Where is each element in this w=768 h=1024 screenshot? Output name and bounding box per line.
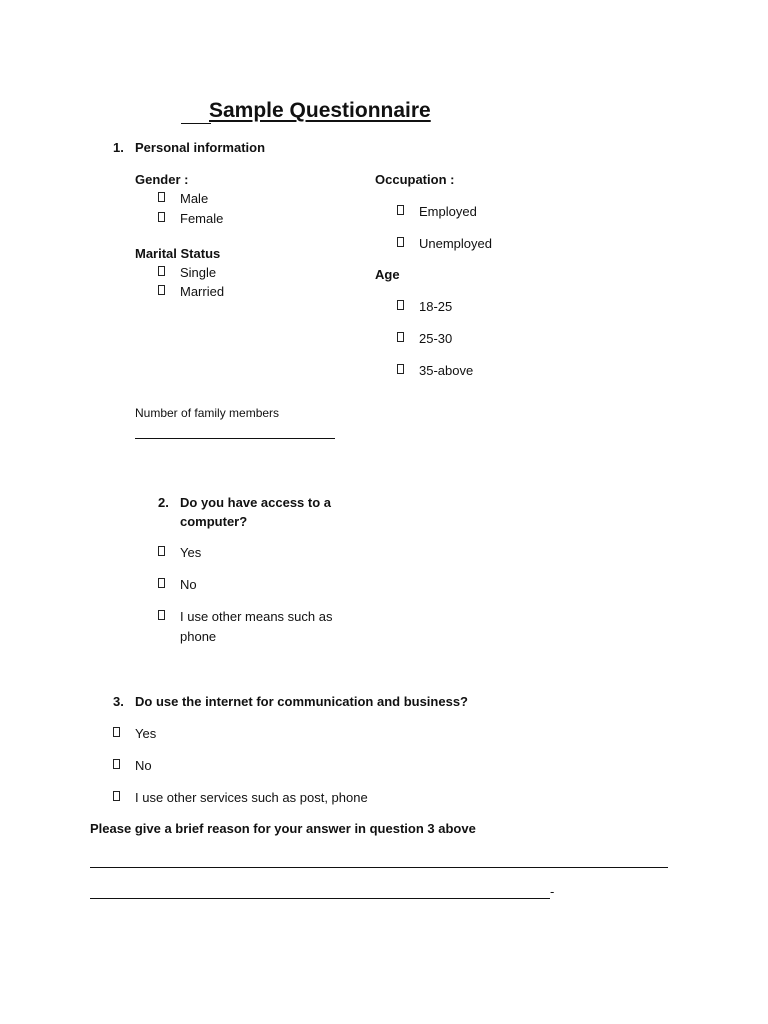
marital-single-label: Single <box>180 265 217 280</box>
reason-line-trailing-mark: - <box>550 884 555 899</box>
gender-label: Gender : <box>135 172 189 187</box>
age-35-above-label: 35-above <box>419 363 474 378</box>
q2-other-label-continued: phone <box>180 629 217 644</box>
occupation-unemployed-label: Unemployed <box>419 236 492 251</box>
q2-number: 2. <box>158 495 169 510</box>
q2-question-line2: computer? <box>180 514 248 529</box>
q2-no-checkbox[interactable] <box>158 578 165 588</box>
occupation-employed-label: Employed <box>419 204 477 219</box>
age-18-25-label: 18-25 <box>419 299 453 314</box>
q3-yes-label: Yes <box>135 726 157 741</box>
age-35-above-checkbox[interactable] <box>397 364 404 374</box>
gender-male-label: Male <box>180 191 209 206</box>
marital-single-checkbox[interactable] <box>158 266 165 276</box>
q3-no-label: No <box>135 758 152 773</box>
q2-yes-checkbox[interactable] <box>158 546 165 556</box>
q1-heading: Personal information <box>135 140 266 155</box>
family-members-answer-line[interactable] <box>135 438 335 439</box>
gender-female-checkbox[interactable] <box>158 212 165 222</box>
marital-married-label: Married <box>180 284 225 299</box>
marital-status-label: Marital Status <box>135 246 221 261</box>
q2-question-line1: Do you have access to a <box>180 495 332 510</box>
reason-answer-line-2[interactable] <box>90 898 550 899</box>
page-title: Sample Questionnaire <box>209 99 431 122</box>
q2-yes-label: Yes <box>180 545 202 560</box>
age-25-30-checkbox[interactable] <box>397 332 404 342</box>
age-label: Age <box>375 267 400 282</box>
q3-number: 3. <box>113 694 124 709</box>
reason-answer-line-1[interactable] <box>90 867 668 868</box>
q3-no-checkbox[interactable] <box>113 759 120 769</box>
reason-prompt: Please give a brief reason for your answer in question 3 above <box>90 821 476 836</box>
gender-male-checkbox[interactable] <box>158 192 165 202</box>
age-25-30-label: 25-30 <box>419 331 453 346</box>
family-members-label: Number of family members <box>135 406 280 420</box>
age-18-25-checkbox[interactable] <box>397 300 404 310</box>
q3-other-checkbox[interactable] <box>113 791 120 801</box>
occupation-unemployed-checkbox[interactable] <box>397 237 404 247</box>
gender-female-label: Female <box>180 211 224 226</box>
q3-other-label: I use other services such as post, phone <box>135 790 368 805</box>
marital-married-checkbox[interactable] <box>158 285 165 295</box>
q2-other-checkbox[interactable] <box>158 610 165 620</box>
q2-no-label: No <box>180 577 197 592</box>
occupation-label: Occupation : <box>375 172 455 187</box>
occupation-employed-checkbox[interactable] <box>397 205 404 215</box>
q3-question: Do use the internet for communication and business? <box>135 694 468 709</box>
q3-yes-checkbox[interactable] <box>113 727 120 737</box>
title-underline-lead <box>181 123 211 124</box>
q1-number: 1. <box>113 140 124 155</box>
q2-other-label: I use other means such as <box>180 609 333 624</box>
